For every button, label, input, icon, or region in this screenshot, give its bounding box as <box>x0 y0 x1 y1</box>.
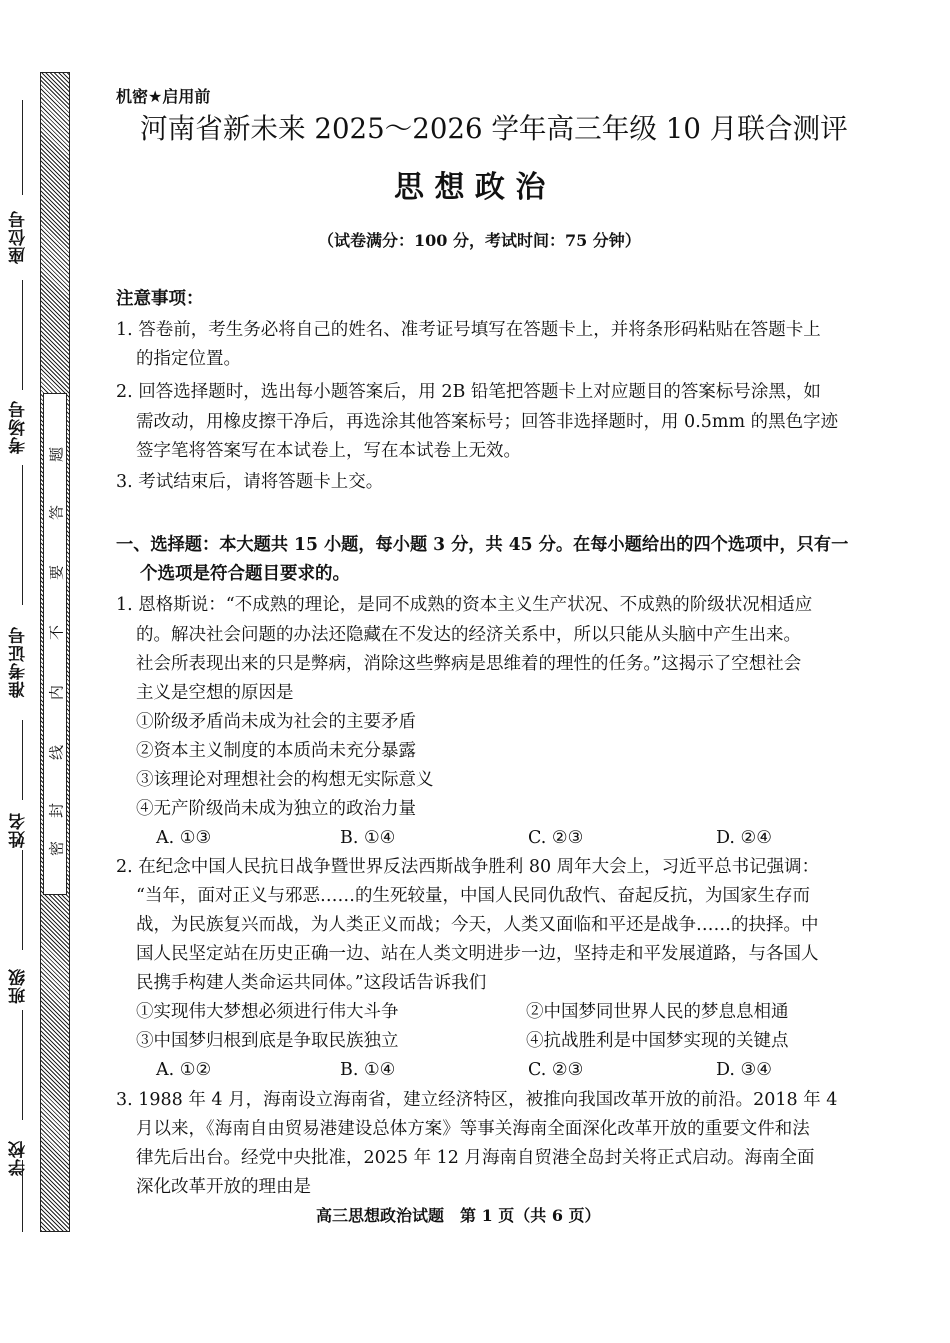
strip-char: 答 <box>47 505 66 521</box>
exam-room-label: 考场号 <box>9 400 29 454</box>
statement-item: ②中国梦同世界人民的梦息息相通 <box>526 1002 789 1022</box>
strip-char: 线 <box>47 745 66 761</box>
answer-option: C. ②③ <box>528 1060 584 1080</box>
question-text: 主义是空想的原因是 <box>136 683 294 703</box>
subject-title: 思 想 政 治 <box>394 170 546 205</box>
secret-label: 机密★启用前 <box>116 87 211 106</box>
strip-char: 密 <box>47 841 66 857</box>
seat-no-label: 座位号 <box>9 210 29 264</box>
exam-title: 河南省新未来 2025～2026 学年高三年级 10 月联合测评 <box>140 112 848 145</box>
question-text: 国人民坚定站在历史正确一边、站在人类文明进步一边，坚持走和平发展道路，与各国人 <box>136 944 819 964</box>
answer-option: B. ①④ <box>340 828 396 848</box>
fill-line-room <box>22 465 23 605</box>
fill-line-seat <box>22 280 23 390</box>
answer-option: D. ③④ <box>716 1060 772 1080</box>
fill-line-class <box>22 1010 23 1120</box>
fill-line-top <box>22 100 23 195</box>
answer-option: D. ②④ <box>716 828 772 848</box>
question-text: 的。解决社会问题的办法还隐藏在不发达的经济关系中，所以只能从头脑中产生出来。 <box>136 625 801 645</box>
seal-strip <box>43 393 67 895</box>
statement-item: ④抗战胜利是中国梦实现的关键点 <box>526 1031 789 1051</box>
notice-line: 签字笔将答案写在本试卷上，写在本试卷上无效。 <box>136 441 521 461</box>
question-text: 3. 1988 年 4 月，海南设立海南省，建立经济特区，被推向我国改革开放的前沿。2018 年 4 <box>116 1090 838 1110</box>
page-footer: 高三思想政治试题 第 1 页（共 6 页） <box>316 1206 601 1225</box>
answer-option: A. ①② <box>156 1060 212 1080</box>
question-text: 月以来，《海南自由贸易港建设总体方案》等事关海南全面深化改革开放的重要文件和法 <box>136 1119 810 1139</box>
question-text: “当年，面对正义与邪恶……的生死较量，中国人民同仇敌忾、奋起反抗，为国家生存而 <box>136 886 810 906</box>
school-label: 学校 <box>9 1140 29 1176</box>
notice-line: 需改动，用橡皮擦干净后，再选涂其他答案标号；回答非选择题时，用 0.5mm 的黑色字迹 <box>136 412 839 432</box>
strip-char: 不 <box>47 625 66 641</box>
statement-item: ④无产阶级尚未成为独立的政治力量 <box>136 799 416 819</box>
question-text: 深化改革开放的理由是 <box>136 1177 311 1197</box>
section-heading: 一、选择题：本大题共 15 小题，每小题 3 分，共 45 分。在每小题给出的四个选项中，只有一 <box>116 535 849 555</box>
strip-char: 封 <box>47 803 66 819</box>
admission-no-label: 准考证号 <box>9 626 29 698</box>
question-text: 民携手构建人类命运共同体。”这段话告诉我们 <box>136 973 487 993</box>
notice-line: 的指定位置。 <box>136 349 241 369</box>
question-text: 1. 恩格斯说：“不成熟的理论，是同不成熟的资本主义生产状况、不成熟的阶级状况相适应 <box>116 595 813 615</box>
question-text: 2. 在纪念中国人民抗日战争暨世界反法西斯战争胜利 80 周年大会上，习近平总书记强调： <box>116 857 820 877</box>
notice-heading: 注意事项： <box>116 289 204 309</box>
notice-line: 1. 答卷前，考生务必将自己的姓名、准考证号填写在答题卡上，并将条形码粘贴在答题卡上 <box>116 320 821 340</box>
statement-item: ③中国梦归根到底是争取民族独立 <box>136 1031 399 1051</box>
strip-char: 内 <box>47 685 66 701</box>
notice-line: 2. 回答选择题时，选出每小题答案后，用 2B 铅笔把答题卡上对应题目的答案标号涂黑，如 <box>116 382 821 402</box>
question-text: 战，为民族复兴而战，为人类正义而战；今天，人类又面临和平还是战争……的抉择。中 <box>136 915 819 935</box>
strip-char: 题 <box>47 447 66 463</box>
question-text: 社会所表现出来的只是弊病，消除这些弊病是思维着的理性的任务。”这揭示了空想社会 <box>136 654 802 674</box>
statement-item: ③该理论对理想社会的构想无实际意义 <box>136 770 434 790</box>
strip-char: 要 <box>47 565 66 581</box>
name-label: 姓名 <box>9 812 29 848</box>
fill-line-admission <box>22 720 23 800</box>
question-text: 律先后出台。经党中央批准，2025 年 12 月海南自贸港全岛封关将正式启动。海南全面 <box>136 1148 815 1168</box>
section-heading: 个选项是符合题目要求的。 <box>140 564 350 584</box>
statement-item: ②资本主义制度的本质尚未充分暴露 <box>136 741 416 761</box>
statement-item: ①阶级矛盾尚未成为社会的主要矛盾 <box>136 712 416 732</box>
answer-option: A. ①③ <box>156 828 212 848</box>
fill-line-name <box>22 850 23 950</box>
answer-option: B. ①④ <box>340 1060 396 1080</box>
statement-item: ①实现伟大梦想必须进行伟大斗争 <box>136 1002 399 1022</box>
answer-option: C. ②③ <box>528 828 584 848</box>
notice-line: 3. 考试结束后，请将答题卡上交。 <box>116 472 384 492</box>
class-label: 班级 <box>9 968 29 1004</box>
exam-info: （试卷满分：100 分，考试时间：75 分钟） <box>318 231 641 250</box>
